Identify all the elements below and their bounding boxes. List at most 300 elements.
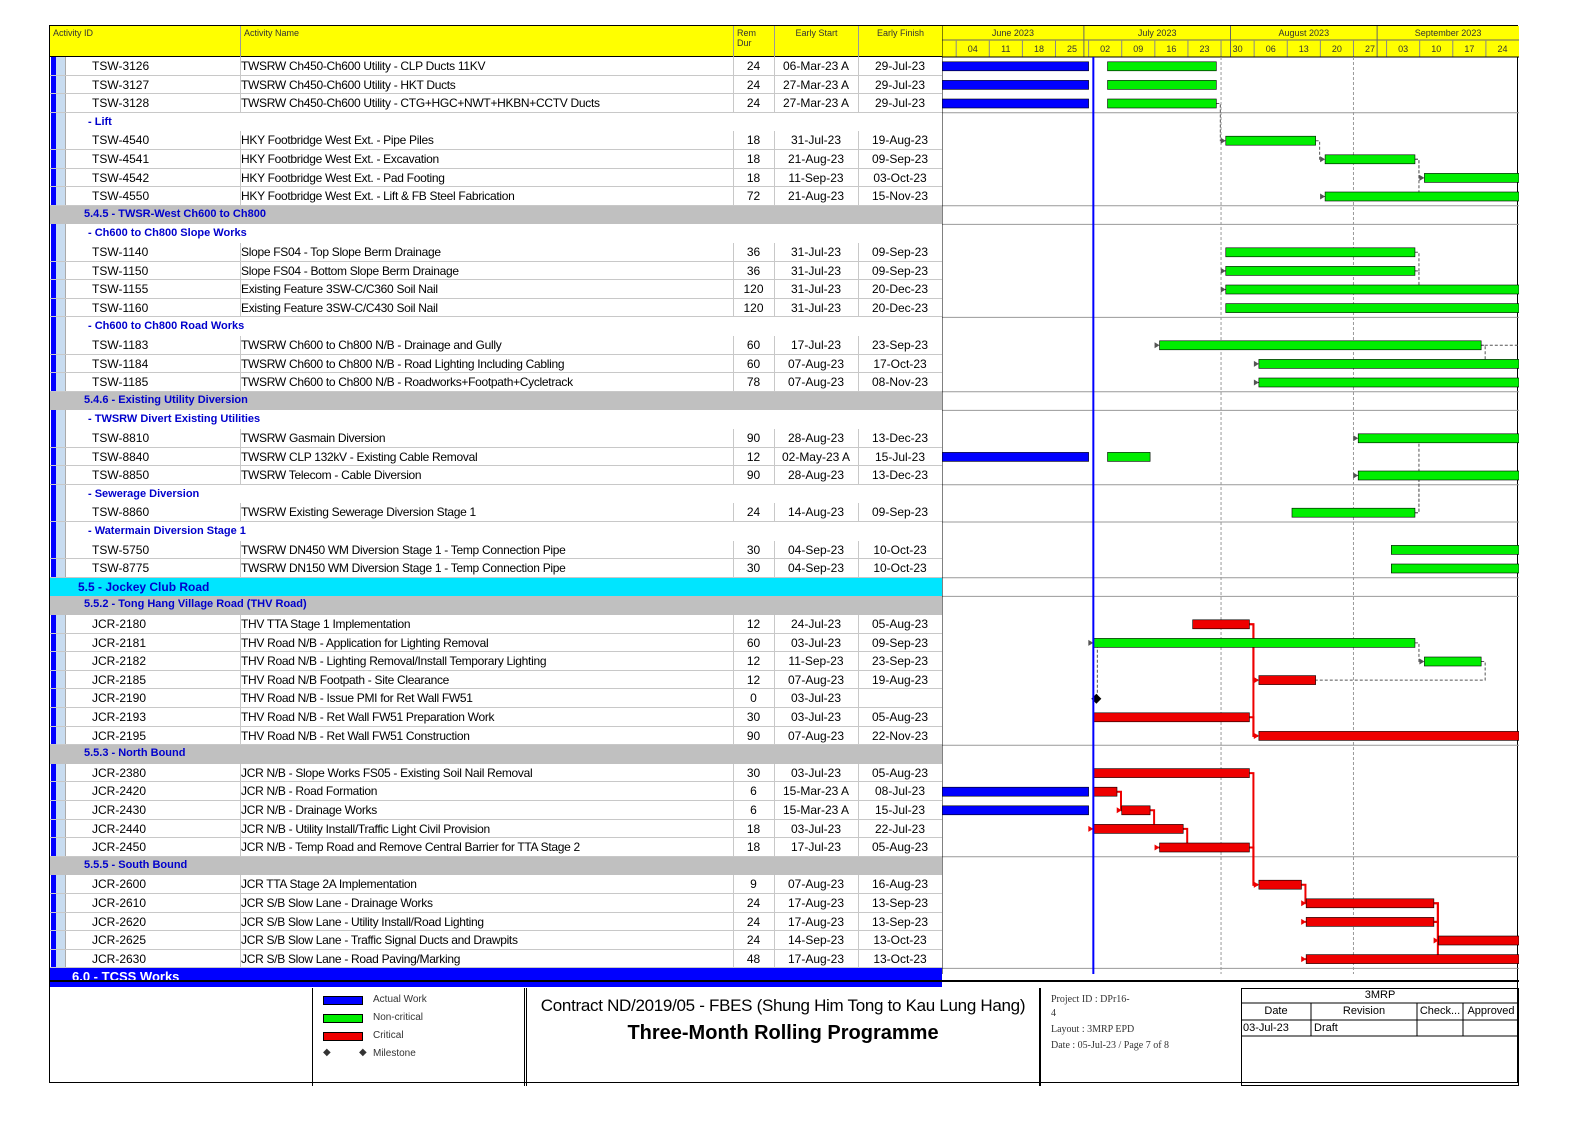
activity-row[interactable] [50, 503, 942, 522]
early-start: 03-Jul-23 [790, 691, 842, 706]
activity-name: JCR N/B - Drainage Works [241, 803, 377, 817]
activity-row[interactable] [50, 727, 942, 746]
rev-date: 03-Jul-23 [1243, 1022, 1289, 1034]
early-start: 15-Mar-23 A [782, 784, 850, 799]
column-divider [733, 838, 734, 857]
early-finish: 19-Aug-23 [871, 672, 929, 687]
rem-dur: 18 [746, 133, 761, 148]
dependency-link [1415, 643, 1423, 662]
col-early-start[interactable]: Early Start [774, 26, 858, 57]
activity-row[interactable] [50, 373, 942, 392]
gantt-bar-noncritical [1424, 657, 1481, 666]
early-finish: 09-Sep-23 [871, 263, 929, 278]
activity-name: TWSRW DN450 WM Diversion Stage 1 - Temp Connection Pipe [241, 542, 566, 557]
column-divider [774, 280, 775, 299]
link-arrow [1221, 287, 1226, 293]
gantt-bar-noncritical [1325, 192, 1519, 201]
gantt-bar-actual [942, 787, 1089, 796]
activity-row[interactable] [50, 429, 942, 448]
activity-row[interactable] [50, 950, 942, 969]
column-divider [240, 466, 241, 485]
early-start: 02-May-23 A [781, 449, 851, 464]
early-finish: 09-Sep-23 [871, 152, 929, 166]
early-start: 21-Aug-23 [787, 152, 845, 166]
column-divider [774, 131, 775, 150]
activity-id: JCR-2185 [92, 672, 147, 687]
legend-actual-swatch [323, 996, 363, 1005]
activity-id: TSW-4541 [92, 152, 150, 166]
project-info [1040, 988, 1240, 1086]
early-start: 31-Jul-23 [790, 245, 842, 259]
subgroup-header[interactable] [50, 485, 942, 504]
link-arrow [1254, 361, 1259, 367]
group-label: 5.4.5 - TWSR-West Ch600 to Ch800 [84, 207, 266, 220]
column-divider [774, 76, 775, 95]
column-divider [733, 894, 734, 913]
activity-row[interactable] [50, 671, 942, 690]
col-activity-name[interactable]: Activity Name [240, 26, 733, 57]
gantt-bar-critical [1259, 880, 1302, 889]
early-finish: 13-Dec-23 [871, 468, 929, 483]
early-finish: 13-Dec-23 [871, 431, 929, 445]
column-divider [858, 894, 859, 913]
legend [312, 988, 525, 1086]
column-divider [858, 764, 859, 783]
group-label: - Sewerage Diversion [88, 487, 200, 500]
gantt-bar-noncritical [1226, 248, 1415, 257]
project-id-cont: 4 [1051, 1008, 1056, 1019]
early-start: 21-Aug-23 [787, 189, 845, 204]
activity-row[interactable] [50, 615, 942, 634]
legend-critical-label: Critical [373, 1030, 404, 1041]
activity-row[interactable] [50, 131, 942, 150]
week-label: 17 [1464, 44, 1475, 54]
activity-row[interactable] [50, 280, 942, 299]
column-divider [774, 875, 775, 894]
activity-name: TWSRW Gasmain Diversion [241, 431, 386, 445]
rem-dur: 30 [746, 561, 761, 576]
activity-id: TSW-3128 [92, 96, 150, 111]
activity-row[interactable] [50, 652, 942, 671]
col-rem-dur[interactable]: Rem Dur [733, 26, 774, 57]
gantt-bar-actual [942, 80, 1089, 89]
activity-row[interactable] [50, 466, 942, 485]
column-divider [774, 94, 775, 113]
week-label: 13 [1298, 44, 1309, 54]
activity-row[interactable] [50, 94, 942, 113]
group-label: - Watermain Diversion Stage 1 [88, 525, 246, 537]
activity-row[interactable] [50, 931, 942, 950]
activity-row[interactable] [50, 187, 942, 206]
month-label: August 2023 [1278, 28, 1330, 38]
early-start: 28-Aug-23 [787, 431, 845, 445]
column-divider [858, 299, 859, 318]
column-divider [774, 671, 775, 690]
early-finish: 17-Oct-23 [873, 356, 927, 371]
subgroup-header[interactable] [50, 522, 942, 541]
column-divider [774, 894, 775, 913]
activity-name: JCR N/B - Road Formation [241, 784, 378, 799]
activity-row[interactable] [50, 913, 942, 932]
link-arrow [1419, 175, 1424, 181]
rem-dur: 120 [743, 282, 764, 297]
activity-row[interactable] [50, 782, 942, 801]
activity-id: TSW-1185 [92, 375, 149, 390]
activity-row[interactable] [50, 150, 942, 169]
column-divider [240, 131, 241, 150]
column-divider [240, 150, 241, 169]
week-label: 06 [1265, 44, 1276, 54]
activity-id: TSW-1150 [92, 263, 149, 278]
subgroup-header[interactable] [50, 410, 942, 429]
column-divider [858, 94, 859, 113]
week-label: 24 [1497, 44, 1508, 54]
activity-row[interactable] [50, 299, 942, 318]
early-start: 17-Jul-23 [790, 840, 842, 855]
dependency-link [1301, 885, 1305, 904]
column-divider [733, 503, 734, 522]
early-finish: 15-Jul-23 [874, 449, 926, 464]
group-label: - Ch600 to Ch800 Road Works [88, 320, 245, 333]
rem-dur: 12 [746, 654, 761, 669]
activity-id: JCR-2420 [92, 784, 147, 799]
early-start: 17-Aug-23 [787, 951, 845, 966]
column-divider [733, 243, 734, 262]
col-activity-id[interactable]: Activity ID [53, 28, 94, 38]
activity-row[interactable] [50, 689, 942, 708]
column-divider [774, 429, 775, 448]
activity-row[interactable] [50, 894, 942, 913]
column-divider [774, 336, 775, 355]
footer [50, 980, 1519, 1084]
early-start: 27-Mar-23 A [782, 77, 850, 92]
column-divider [733, 634, 734, 653]
rem-dur: 30 [746, 542, 761, 557]
rev-header-revision: Revision [1342, 1005, 1386, 1017]
rem-dur: 90 [746, 431, 761, 445]
rem-dur: 120 [743, 300, 764, 315]
column-divider [733, 76, 734, 95]
week-label: 23 [1199, 44, 1210, 54]
activity-id: JCR-2181 [92, 635, 147, 650]
link-arrow [1254, 677, 1259, 683]
column-divider [240, 355, 241, 374]
gantt-bar-noncritical [1093, 638, 1415, 647]
column-divider [733, 187, 734, 206]
column-divider [774, 187, 775, 206]
activity-id: TSW-8810 [92, 431, 150, 445]
dependency-link [1249, 717, 1257, 736]
activity-name: JCR TTA Stage 2A Implementation [241, 877, 417, 892]
column-divider [858, 913, 859, 932]
rem-dur: 90 [746, 728, 761, 743]
column-divider [733, 280, 734, 299]
activity-id: JCR-2380 [92, 765, 147, 780]
activity-id: JCR-2190 [92, 691, 147, 706]
activity-id: JCR-2195 [92, 728, 147, 743]
gantt-bar-noncritical [1358, 471, 1519, 480]
early-finish: 15-Nov-23 [871, 189, 929, 204]
activity-row[interactable] [50, 634, 942, 653]
activity-row[interactable] [50, 169, 942, 188]
column-divider [858, 671, 859, 690]
early-start: 31-Jul-23 [790, 133, 842, 148]
gantt-bar-noncritical [1358, 434, 1519, 443]
column-divider [774, 243, 775, 262]
gantt-bar-critical [1306, 955, 1519, 964]
column-divider [240, 448, 241, 467]
activity-row[interactable] [50, 355, 942, 374]
link-arrow [1320, 156, 1325, 162]
column-divider [240, 875, 241, 894]
column-divider [858, 950, 859, 969]
title-block [526, 988, 1040, 1086]
activity-row[interactable] [50, 875, 942, 894]
activity-row[interactable] [50, 541, 942, 560]
activity-name: TWSRW Ch600 to Ch800 N/B - Drainage and Gully [241, 338, 502, 352]
activity-id: JCR-2630 [92, 951, 147, 966]
rem-dur: 18 [746, 821, 761, 836]
early-start: 07-Aug-23 [787, 728, 845, 743]
wbs-header[interactable] [50, 392, 942, 411]
legend-actual-label: Actual Work [373, 994, 427, 1005]
rem-dur: 60 [746, 635, 761, 650]
activity-id: TSW-3127 [92, 77, 150, 92]
column-divider [733, 615, 734, 634]
activity-id: TSW-1184 [92, 356, 149, 371]
activity-row[interactable] [50, 76, 942, 95]
rev-revision: Draft [1314, 1022, 1338, 1034]
early-finish: 15-Jul-23 [874, 803, 926, 817]
early-finish: 13-Sep-23 [871, 914, 929, 929]
early-finish: 20-Dec-23 [871, 300, 929, 315]
activity-name: Slope FS04 - Bottom Slope Berm Drainage [241, 263, 459, 278]
early-finish: 20-Dec-23 [871, 282, 929, 297]
column-divider [858, 131, 859, 150]
gantt-bar-critical [1306, 899, 1434, 908]
column-divider [858, 466, 859, 485]
activity-row[interactable] [50, 764, 942, 783]
group-label: 5.5 - Jockey Club Road [78, 579, 210, 594]
dependency-link [1305, 922, 1438, 959]
column-divider [733, 150, 734, 169]
column-divider [240, 187, 241, 206]
activity-name: TWSRW Ch450-Ch600 Utility - HKT Ducts [241, 77, 456, 92]
column-divider [858, 838, 859, 857]
early-start: 06-Mar-23 A [782, 59, 850, 73]
column-divider [240, 652, 241, 671]
activity-row[interactable] [50, 57, 942, 76]
activity-name: Existing Feature 3SW-C/C430 Soil Nail [241, 300, 438, 315]
activity-id: TSW-4540 [92, 133, 150, 148]
rem-dur: 60 [746, 338, 761, 352]
column-divider [733, 94, 734, 113]
week-label: 10 [1431, 44, 1442, 54]
activity-id: JCR-2600 [92, 877, 147, 892]
early-finish: 22-Nov-23 [871, 728, 929, 743]
activity-name: TWSRW CLP 132kV - Existing Cable Removal [241, 449, 478, 464]
wbs-header[interactable] [50, 596, 942, 615]
gantt-bar-noncritical [1108, 80, 1217, 89]
column-divider [774, 708, 775, 727]
early-start: 03-Jul-23 [790, 710, 842, 724]
column-divider [858, 708, 859, 727]
rem-dur: 36 [746, 245, 761, 259]
activity-id: TSW-5750 [92, 542, 150, 557]
column-divider [733, 913, 734, 932]
column-divider [240, 913, 241, 932]
activity-row[interactable] [50, 336, 942, 355]
rev-header-checked: Check... [1419, 1005, 1461, 1017]
legend-milestone-label: Milestone [373, 1048, 416, 1059]
column-divider [858, 187, 859, 206]
column-divider [240, 243, 241, 262]
column-divider [240, 559, 241, 578]
layout-name: Layout : 3MRP EPD [1051, 1024, 1135, 1035]
column-divider [240, 727, 241, 746]
table-header [50, 26, 942, 57]
week-label: 25 [1067, 44, 1078, 54]
column-divider [858, 448, 859, 467]
column-divider [774, 169, 775, 188]
rem-dur: 78 [746, 375, 761, 390]
gantt-bar-noncritical [1226, 136, 1316, 145]
activity-name: HKY Footbridge West Ext. - Excavation [241, 152, 439, 166]
gantt-bar-noncritical [1108, 452, 1151, 461]
column-divider [240, 373, 241, 392]
early-finish: 10-Oct-23 [873, 542, 927, 557]
wbs-header[interactable] [50, 578, 942, 597]
activity-name: TWSRW Existing Sewerage Diversion Stage 1 [241, 505, 476, 520]
activity-id: TSW-8840 [92, 449, 150, 464]
activity-name: JCR N/B - Temp Road and Remove Central Barrier for TTA Stage 2 [241, 840, 580, 855]
gantt-bar-noncritical [1424, 173, 1519, 182]
link-arrow [1221, 138, 1226, 144]
early-finish: 05-Aug-23 [871, 765, 929, 780]
week-label: 11 [1001, 44, 1011, 54]
column-divider [774, 727, 775, 746]
early-start: 03-Jul-23 [790, 821, 842, 836]
gantt-bar-critical [1093, 769, 1249, 778]
wbs-header[interactable] [50, 745, 942, 764]
column-divider [774, 801, 775, 820]
column-divider [774, 782, 775, 801]
group-label: 5.5.5 - South Bound [84, 858, 188, 871]
column-divider [240, 782, 241, 801]
gantt-bar-noncritical [1259, 359, 1519, 368]
column-divider [240, 94, 241, 113]
activity-name: THV Road N/B - Ret Wall FW51 Construction [241, 728, 470, 743]
column-divider [774, 262, 775, 281]
link-arrow [1254, 380, 1259, 386]
column-divider [240, 838, 241, 857]
subgroup-header[interactable] [50, 224, 942, 243]
activity-id: TSW-1183 [92, 338, 149, 352]
week-label: 04 [967, 44, 978, 54]
column-divider [733, 448, 734, 467]
column-divider [240, 801, 241, 820]
activity-row[interactable] [50, 262, 942, 281]
date-page: Date : 05-Jul-23 / Page 7 of 8 [1051, 1040, 1170, 1051]
dependency-link [1324, 159, 1419, 196]
column-divider [240, 634, 241, 653]
rem-dur: 9 [750, 877, 757, 892]
rem-dur: 30 [746, 710, 761, 724]
activity-row[interactable] [50, 708, 942, 727]
gantt-bar-noncritical [1391, 564, 1519, 573]
early-start: 07-Aug-23 [787, 672, 845, 687]
early-start: 27-Mar-23 A [782, 96, 850, 111]
early-start: 14-Sep-23 [787, 933, 845, 948]
activity-row[interactable] [50, 838, 942, 857]
early-start: 17-Aug-23 [787, 914, 845, 929]
activity-row[interactable] [50, 448, 942, 467]
early-start: 11-Sep-23 [788, 654, 844, 669]
column-divider [774, 689, 775, 708]
gantt-bar-noncritical [1108, 99, 1217, 108]
activity-name: THV Road N/B - Lighting Removal/Install Temporary Lighting [241, 654, 547, 669]
gantt-bar-noncritical [1292, 508, 1415, 517]
early-finish: 23-Sep-23 [871, 654, 929, 669]
rev-title: 3MRP [1364, 989, 1396, 1001]
activity-row[interactable] [50, 801, 942, 820]
gantt-bar-critical [1122, 806, 1150, 815]
col-early-finish[interactable]: Early Finish [858, 26, 942, 57]
week-label: 20 [1331, 44, 1342, 54]
activity-id: TSW-1160 [92, 300, 149, 315]
column-divider [240, 169, 241, 188]
rem-dur: 18 [746, 152, 761, 166]
column-divider [858, 541, 859, 560]
column-divider [733, 131, 734, 150]
gantt-bar-critical [1093, 787, 1117, 796]
milestone-icon: ◆ [323, 1047, 331, 1058]
rem-dur: 12 [746, 617, 761, 631]
activity-name: THV Road N/B - Ret Wall FW51 Preparation Work [241, 710, 495, 724]
week-label: 18 [1033, 44, 1044, 54]
subgroup-header[interactable] [50, 317, 942, 336]
week-label: 09 [1133, 44, 1144, 54]
wbs-header[interactable] [50, 206, 942, 225]
link-arrow [1254, 882, 1259, 888]
column-divider [240, 615, 241, 634]
group-label: - Lift [88, 115, 112, 128]
activity-row[interactable] [50, 559, 942, 578]
early-start: 04-Sep-23 [787, 542, 845, 557]
column-divider [774, 931, 775, 950]
activity-id: JCR-2440 [92, 821, 147, 836]
column-divider [774, 559, 775, 578]
column-divider [858, 243, 859, 262]
activity-id: TSW-8775 [92, 561, 150, 576]
gantt-bar-critical [1259, 676, 1316, 685]
revision-grid [1241, 988, 1519, 1086]
early-finish: 05-Aug-23 [871, 710, 929, 724]
gantt-bar-noncritical [1325, 155, 1415, 164]
column-divider [774, 466, 775, 485]
column-divider [240, 931, 241, 950]
column-divider [240, 950, 241, 969]
subgroup-header[interactable] [50, 113, 942, 132]
column-divider [774, 541, 775, 560]
column-divider [733, 652, 734, 671]
early-finish: 13-Sep-23 [871, 896, 929, 910]
activity-row[interactable] [50, 820, 942, 839]
early-finish: 29-Jul-23 [874, 59, 926, 73]
early-finish: 09-Sep-23 [871, 505, 929, 520]
activity-row[interactable] [50, 243, 942, 262]
wbs-header[interactable] [50, 857, 942, 876]
